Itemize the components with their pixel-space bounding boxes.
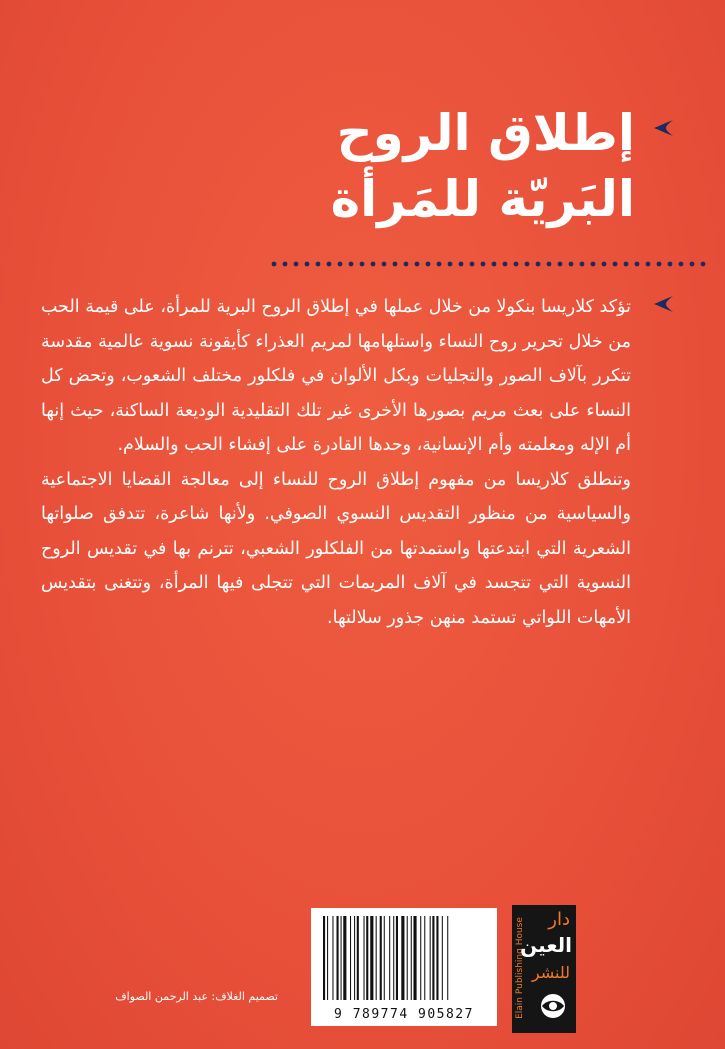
- barcode-bar: [424, 916, 425, 1000]
- divider-dot: [459, 262, 464, 267]
- divider-dot: [580, 262, 585, 267]
- divider-dot: [591, 262, 596, 267]
- divider-dot: [283, 262, 288, 267]
- blurb-text: [41, 290, 631, 635]
- divider-dot: [393, 262, 398, 267]
- barcode: [311, 908, 497, 1026]
- barcode-bar: [323, 916, 325, 1000]
- barcode-bar: [442, 916, 443, 1000]
- divider-dot: [448, 262, 453, 267]
- divider-dot: [327, 262, 332, 267]
- divider-dot: [360, 262, 365, 267]
- divider-dot: [690, 262, 695, 267]
- barcode-bar: [413, 916, 416, 1000]
- divider-dot: [492, 262, 497, 267]
- barcode-bar: [366, 916, 368, 1000]
- publisher-name-ar: العين: [520, 933, 572, 957]
- divider-dot: [371, 262, 376, 267]
- publisher-logo: [512, 905, 576, 1033]
- isbn-number: 9 789774 905827: [334, 1007, 474, 1022]
- barcode-bar: [401, 916, 404, 1000]
- dotted-divider: [270, 258, 710, 270]
- divider-dot: [404, 262, 409, 267]
- barcode-bar: [376, 916, 377, 1000]
- book-title: [115, 100, 635, 232]
- barcode-bar: [350, 916, 351, 1000]
- barcode-bar: [327, 916, 328, 1000]
- barcode-bar: [393, 916, 394, 1000]
- barcode-bar: [332, 916, 333, 1000]
- blurb-paragraph-1: تؤكد كلاريسا بنكولا من خلال عملها في إطلاق الروح البرية للمرأة، على قيمة الحب من خلال تحرير روح النساء واستلهامها لمريم العذراء كأيقونة نسوية عالمية مقدسة تتكرر بآلاف الصور والتجليات وبكل الألوان في فلكلور مختلف الشعوب، وتحض كل النساء على بعث مريم بصورها الأخرى غير تلك التقليدية الوديعة الساكنة، حيث إنها أم الإله ومعلمته وأم الإنسانية، وحدها القادرة على إفشاء الحب والسلام.: [40, 297, 631, 455]
- barcode-bar: [354, 916, 355, 1000]
- barcode-bar: [447, 916, 448, 1000]
- barcode-bar: [432, 916, 434, 1000]
- publisher-name-en: Elain Publishing House: [515, 917, 525, 1019]
- eye-icon: [538, 991, 568, 1021]
- divider-dot: [426, 262, 431, 267]
- barcode-bar: [430, 916, 431, 1000]
- title-line-2: البَريّة للمَرأة: [330, 170, 635, 228]
- barcode-bars: [321, 916, 487, 1000]
- divider-dot: [624, 262, 629, 267]
- divider-dot: [437, 262, 442, 267]
- blurb-paragraph-2: وتنطلق كلاريسا من مفهوم إطلاق الروح للنساء إلى معالجة القضايا الاجتماعية والسياسية من منظور التقديس النسوي الصوفي. ولأنها شاعرة، تتدفق صلواتها الشعرية التي ابتدعتها واستمدتها من الفلكلور الشعبي، تترنم بها في تقديس الروح النسوية التي تتجسد في آلاف المريمات التي تتجلى فيها المرأة، وتتغنى بتقديس الأمهات اللواتي تستمد منهن جذور سلالتها.: [41, 469, 631, 628]
- divider-dot: [657, 262, 662, 267]
- barcode-bar: [341, 916, 342, 1000]
- divider-dot: [701, 262, 706, 267]
- divider-dot: [272, 262, 277, 267]
- barcode-bar: [384, 916, 385, 1000]
- divider-dot: [525, 262, 530, 267]
- barcode-bar: [411, 916, 412, 1000]
- title-line-1: إطلاق الروح: [336, 104, 635, 162]
- divider-dot: [349, 262, 354, 267]
- divider-dot: [514, 262, 519, 267]
- divider-dot: [558, 262, 563, 267]
- divider-dot: [338, 262, 343, 267]
- barcode-bar: [407, 916, 408, 1000]
- divider-dot: [547, 262, 552, 267]
- divider-dot: [382, 262, 387, 267]
- publisher-dar: دار: [548, 909, 570, 930]
- barcode-bar: [357, 916, 359, 1000]
- divider-dot: [316, 262, 321, 267]
- barcode-bar: [337, 916, 339, 1000]
- divider-dot: [679, 262, 684, 267]
- divider-dot: [602, 262, 607, 267]
- divider-dot: [646, 262, 651, 267]
- publisher-linashr: للنشر: [531, 963, 570, 982]
- divider-dot: [635, 262, 640, 267]
- divider-dot: [305, 262, 310, 267]
- barcode-bar: [436, 916, 438, 1000]
- divider-dot: [668, 262, 673, 267]
- divider-dot: [536, 262, 541, 267]
- barcode-bar: [380, 916, 382, 1000]
- barcode-bar: [420, 916, 421, 1000]
- divider-dot: [294, 262, 299, 267]
- barcode-bar: [370, 916, 373, 1000]
- barcode-bar: [364, 916, 365, 1000]
- divider-dot: [503, 262, 508, 267]
- barcode-bar: [389, 916, 390, 1000]
- barcode-bar: [396, 916, 398, 1000]
- cover-design-credit: تصميم الغلاف: عبد الرحمن الصواف: [115, 990, 278, 1003]
- divider-dot: [415, 262, 420, 267]
- divider-dot: [613, 262, 618, 267]
- divider-dot: [470, 262, 475, 267]
- divider-dot: [481, 262, 486, 267]
- divider-dot: [569, 262, 574, 267]
- barcode-bar: [343, 916, 346, 1000]
